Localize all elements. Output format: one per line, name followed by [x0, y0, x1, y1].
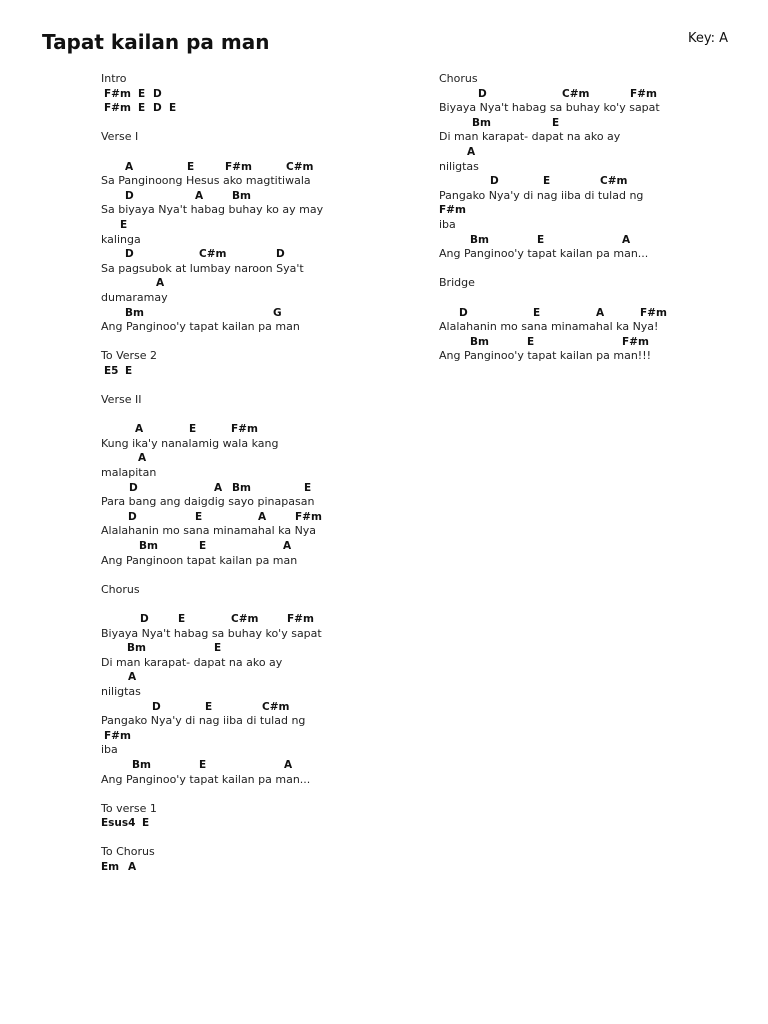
chord: E [199, 540, 207, 552]
chord: Bm [472, 116, 491, 129]
section-label: Chorus [101, 582, 140, 596]
chord-line [101, 700, 323, 715]
chord-line [101, 816, 323, 831]
chord: D [153, 102, 162, 115]
chord: A [214, 481, 223, 494]
chord: E [527, 335, 535, 348]
chord: D [140, 612, 149, 625]
chord: Bm [125, 306, 144, 319]
blank-line [439, 291, 660, 306]
lyric-line: Pangako Nya'y di nag iiba di tulad ng [101, 714, 306, 728]
blank-line [101, 335, 323, 350]
chord: A [596, 306, 605, 319]
chord: Bm [470, 233, 489, 246]
song-key: Key: A [688, 31, 729, 46]
chord-line [101, 451, 323, 466]
chord-line [439, 306, 667, 321]
chord-line [101, 276, 323, 291]
chord: F#m [104, 729, 131, 742]
chord: E [189, 423, 197, 436]
blank-line [101, 378, 323, 393]
chord-line [439, 145, 660, 160]
chord: A [284, 758, 293, 771]
lyric-line: Biyaya Nya't habag sa buhay ko'y sapat [101, 626, 322, 640]
chord-line [101, 247, 323, 262]
chord: D [153, 87, 162, 100]
lyric-line: Ang Panginoo'y tapat kailan pa man... [439, 247, 649, 261]
chord-line [101, 160, 323, 175]
chord: E [120, 218, 128, 231]
section-label: To Chorus [101, 845, 155, 859]
chord: F#m [622, 335, 649, 348]
chord: Bm [232, 481, 251, 494]
chord-line [101, 641, 323, 656]
lyric-line: Ang Panginoon tapat kailan pa man [101, 553, 298, 567]
chord: D [490, 175, 499, 188]
chord: F#m [640, 306, 667, 319]
chord: C#m [231, 612, 259, 625]
lyric-line: Ang Panginoo'y tapat kailan pa man!!! [439, 349, 652, 363]
chord-line [101, 218, 323, 233]
chord: C#m [562, 87, 590, 100]
lyric-line: Sa biyaya Nya't habag buhay ko ay may [101, 203, 324, 217]
chord: E [187, 160, 195, 173]
blank-line [101, 116, 323, 131]
chord: G [273, 306, 282, 319]
chord-line [101, 758, 323, 773]
chord-line [101, 189, 323, 204]
left-column [101, 72, 323, 875]
chord: F#m [225, 160, 252, 173]
section-label: Bridge [439, 276, 475, 290]
chord: E [195, 510, 203, 523]
chord-line [439, 233, 660, 248]
chord: E [138, 102, 146, 115]
chord: E [537, 233, 545, 246]
chord: Bm [139, 540, 158, 552]
song-title: Tapat kailan pa man [42, 30, 270, 54]
chord: E5 [104, 364, 119, 377]
chord: C#m [262, 700, 290, 713]
lyric-line: iba [439, 217, 456, 231]
chord: F#m [287, 612, 314, 625]
chord: F#m [295, 510, 322, 523]
chord: E [543, 175, 551, 188]
chord: E [142, 817, 150, 830]
chord-line [439, 203, 660, 218]
chord: E [214, 642, 222, 655]
lyric-line: Alalahanin mo sana minamahal ka Nya [101, 524, 317, 538]
chord: E [199, 758, 207, 771]
blank-line [439, 262, 660, 277]
chord-line [101, 101, 323, 116]
chord: E [138, 87, 146, 100]
chord: Bm [232, 189, 251, 202]
chord: D [128, 510, 137, 523]
chord: Bm [470, 335, 489, 348]
chord-line [101, 364, 323, 379]
chord-line [439, 335, 660, 350]
chord: A [135, 423, 144, 436]
lyric-line: niligtas [439, 159, 479, 173]
blank-line [101, 597, 323, 612]
chord-line [101, 670, 323, 685]
section-label: To Verse 2 [101, 349, 158, 363]
chord: E [178, 612, 186, 625]
chord-line [101, 306, 323, 321]
chord-line [101, 729, 323, 744]
chord: C#m [199, 248, 227, 261]
chord: D [125, 189, 134, 202]
chord: F#m [231, 423, 258, 436]
chord: F#m [104, 87, 131, 100]
lyric-line: kalinga [101, 232, 141, 246]
chord: A [138, 452, 147, 465]
chord: D [129, 481, 138, 494]
chord: D [276, 248, 285, 261]
chord: F#m [630, 87, 657, 100]
lyric-line: Ang Panginoo'y tapat kailan pa man [101, 320, 300, 334]
blank-line [101, 831, 323, 846]
chord: C#m [286, 160, 314, 173]
section-label: Verse II [101, 393, 142, 407]
chord-line [101, 539, 323, 554]
chord: E [304, 481, 312, 494]
chord: F#m [439, 204, 466, 217]
lyric-line: Alalahanin mo sana minamahal ka Nya! [439, 320, 659, 334]
chord: E [205, 700, 213, 713]
chord: D [125, 248, 134, 261]
chord: A [125, 160, 134, 173]
lyric-line: Sa Panginoong Hesus ako magtitiwala [101, 174, 311, 188]
chord: C#m [600, 175, 628, 188]
lyric-line: Para bang ang daigdig sayo pinapasan [101, 495, 315, 509]
chord: D [478, 87, 487, 100]
chord: Bm [132, 758, 151, 771]
lyric-line: Biyaya Nya't habag sa buhay ko'y sapat [439, 101, 660, 115]
chord-line [439, 87, 660, 102]
lyric-line: Ang Panginoo'y tapat kailan pa man... [101, 772, 311, 786]
chord: A [258, 510, 267, 523]
lyric-line: Di man karapat- dapat na ako ay [439, 130, 621, 144]
chord-line [101, 481, 323, 496]
section-label: Verse I [101, 130, 139, 144]
lyric-line: Sa pagsubok at lumbay naroon Sya't [101, 261, 304, 275]
chord: Esus4 [101, 817, 136, 830]
chord: A [128, 671, 137, 684]
section-label: Chorus [439, 72, 478, 85]
chord: A [128, 861, 137, 874]
blank-line [101, 408, 323, 423]
blank-line [101, 145, 323, 160]
blank-line [101, 787, 323, 802]
section-label: Intro [101, 72, 127, 85]
lyric-line: Di man karapat- dapat na ako ay [101, 655, 283, 669]
chord-line [101, 612, 323, 627]
lyric-line: Kung ika'y nanalamig wala kang [101, 436, 279, 450]
chord: E [552, 116, 560, 129]
chord: A [467, 145, 476, 158]
chord-line [439, 116, 660, 131]
chord: D [152, 700, 161, 713]
section-label: To verse 1 [101, 801, 157, 815]
chord-line [101, 87, 323, 102]
chord: E [125, 364, 133, 377]
chord: A [283, 540, 292, 552]
chord: D [459, 306, 468, 319]
chord: F#m [104, 102, 131, 115]
lyric-line: niligtas [101, 684, 141, 698]
chord: A [195, 189, 204, 202]
lyric-line: iba [101, 743, 118, 757]
chord-line [439, 174, 660, 189]
chord: Em [101, 861, 120, 874]
chord-line [101, 510, 323, 525]
blank-line [101, 568, 323, 583]
right-column [439, 72, 667, 364]
chord: Bm [127, 642, 146, 655]
chord-line [101, 422, 323, 437]
chord: E [533, 306, 541, 319]
chord: E [169, 102, 177, 115]
lyric-line: Pangako Nya'y di nag iiba di tulad ng [439, 188, 644, 202]
lyric-line: dumaramay [101, 290, 168, 304]
chord: A [156, 277, 165, 290]
chord-line [101, 860, 323, 875]
lyric-line: malapitan [101, 466, 157, 480]
chord: A [622, 233, 631, 246]
